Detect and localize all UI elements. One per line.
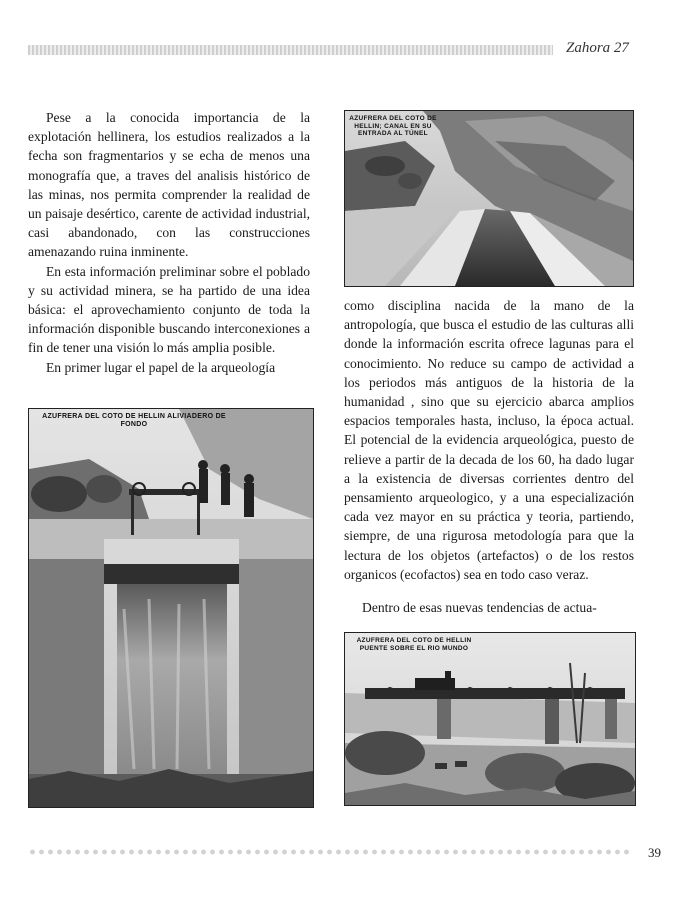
header-rule	[28, 45, 553, 55]
page-number: 39	[648, 845, 661, 860]
photo-spillway	[28, 408, 314, 808]
left-text-column	[28, 108, 310, 377]
footer-dotted-rule	[28, 848, 632, 856]
paragraph: Pese a la conocida importancia de la explotación hellinera, los estudios realizados a la fecha son fragmentarios y se echa de menos una monografía que, a traves del analisis histórico de las minas, nos permita comprender la realidad de un paisaje desértico, carente de actividad industrial, casi abandonado, con las construcciones amenazando ruina inminente.	[28, 110, 310, 260]
photo-canal-tunnel	[344, 110, 634, 287]
photo-caption: AZUFRERA DEL COTO DE HELLIN ALIVIADERO DE FONDO	[42, 413, 226, 428]
photo-caption: AZUFRERA DEL COTO DE HELLIN PUENTE SOBRE EL RIO MUNDO	[356, 637, 472, 652]
photo-caption: AZUFRERA DEL COTO DE HELLIN; CANAL EN SU ENTRADA AL TÚNEL	[349, 115, 437, 137]
paragraph: En primer lugar el papel de la arqueología	[46, 359, 276, 375]
right-text-column-end	[344, 598, 634, 617]
paragraph: como disciplina nacida de la mano de la antropología, que busca el estudio de las culturas alli donde la información escrita ofrece lagunas para el conocimiento. No reduce su campo de actividad a los periodos más antiguos de la historia de la humanidad , sino que su ejercicio abarca amplios espacios temporales hasta, incluso, la época actual. El potencial de la evidencia arqueológica, puesto de relieve a partir de la decada de los 60, ha dado lugar a la existencia de diversas corrientes dentro del pensamiento arqueologico, y a una especialización cada vez mayor en su práctica y teoria, partiendo, siempre, de una rigurosa metodología para que la lectura de los objetos (artefactos) o de los restos organicos (ecofactos) sea en todo caso veraz.	[344, 298, 634, 582]
running-head: Zahora 27	[566, 40, 629, 56]
right-text-column	[344, 296, 634, 584]
paragraph: En esta información preliminar sobre el poblado y su actividad minera, se ha partido de una idea básica: el aprovechamiento conjunto de toda la información disponible buscando interconexiones a fin de tener una visión lo más amplia posible.	[28, 263, 310, 356]
paragraph: Dentro de esas nuevas tendencias de actua-	[362, 600, 597, 615]
photo-bridge	[344, 632, 636, 806]
